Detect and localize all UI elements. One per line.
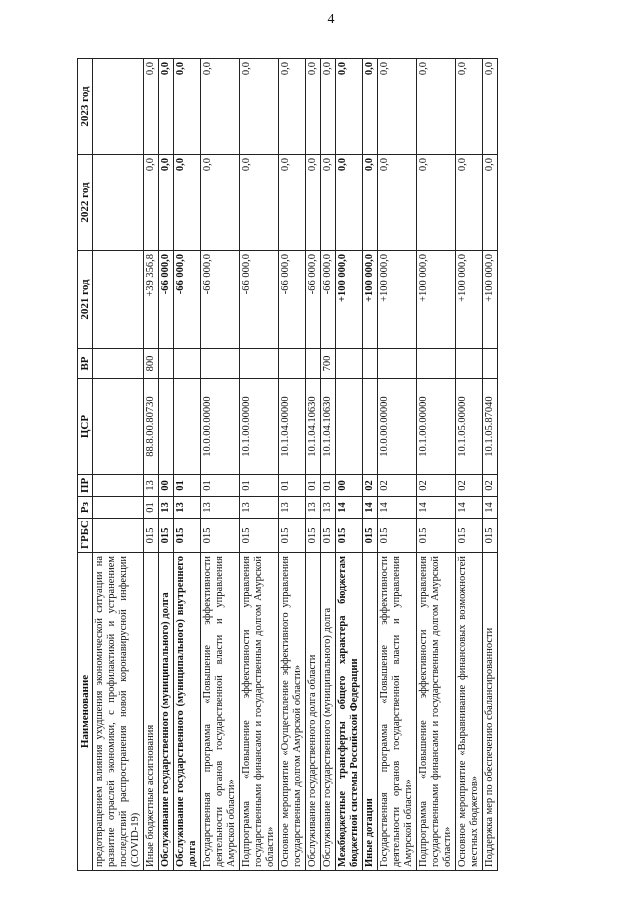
table-row xyxy=(279,59,306,871)
row-2021-cell: +39 356,8 xyxy=(144,251,159,349)
row-csr-cell: 10.1.00.00000 xyxy=(417,379,456,475)
row-pr-cell: 02 xyxy=(483,475,498,497)
row-rz-cell: 13 xyxy=(321,497,336,519)
row-csr-cell: 10.1.04.00000 xyxy=(279,379,306,475)
row-pr-cell: 00 xyxy=(159,475,174,497)
row-csr-cell xyxy=(363,379,378,475)
row-vr-cell xyxy=(174,349,201,379)
row-grbs-cell: 015 xyxy=(201,519,240,553)
row-2022-cell: 0,0 xyxy=(159,155,174,251)
row-pr-cell: 01 xyxy=(321,475,336,497)
budget-table-container xyxy=(77,59,582,871)
table-row xyxy=(417,59,456,871)
row-2023-cell: 0,0 xyxy=(240,59,279,155)
row-vr-cell xyxy=(378,349,417,379)
row-2022-cell: 0,0 xyxy=(201,155,240,251)
row-rz-cell: 13 xyxy=(201,497,240,519)
row-csr-cell xyxy=(174,379,201,475)
header-csr: ЦСР xyxy=(78,379,93,475)
row-rz-cell: 13 xyxy=(240,497,279,519)
row-2021-cell xyxy=(93,251,144,349)
row-vr-cell xyxy=(159,349,174,379)
header-pr: ПР xyxy=(78,475,93,497)
table-row xyxy=(336,59,363,871)
row-grbs-cell: 015 xyxy=(483,519,498,553)
row-vr-cell xyxy=(201,349,240,379)
row-vr-cell xyxy=(306,349,321,379)
page-number: 4 xyxy=(327,12,335,27)
row-vr-cell xyxy=(240,349,279,379)
row-grbs-cell: 015 xyxy=(240,519,279,553)
header-2023: 2023 год xyxy=(78,59,93,155)
table-row xyxy=(174,59,201,871)
table-row xyxy=(201,59,240,871)
row-2021-cell: -66 000,0 xyxy=(321,251,336,349)
row-name-cell: Основное мероприятие «Выравнивание финансовых возможностей местных бюджетов» xyxy=(456,553,483,871)
row-rz-cell: 13 xyxy=(279,497,306,519)
table-row xyxy=(306,59,321,871)
row-2023-cell: 0,0 xyxy=(174,59,201,155)
row-csr-cell: 10.1.05.00000 xyxy=(456,379,483,475)
table-row xyxy=(321,59,336,871)
row-2022-cell: 0,0 xyxy=(378,155,417,251)
row-name-cell: Государственная программа «Повышение эффективности деятельности органов государственной власти и управления Амурской области» xyxy=(201,553,240,871)
table-row xyxy=(159,59,174,871)
row-grbs-cell: 015 xyxy=(159,519,174,553)
row-2022-cell: 0,0 xyxy=(417,155,456,251)
row-name-cell: Поддержка мер по обеспечению сбалансированности xyxy=(483,553,498,871)
row-rz-cell: 13 xyxy=(174,497,201,519)
row-name-cell: Иные бюджетные ассигнования xyxy=(144,553,159,871)
row-grbs-cell: 015 xyxy=(417,519,456,553)
header-name: Наименование xyxy=(78,553,93,871)
row-rz-cell: 14 xyxy=(336,497,363,519)
row-grbs-cell: 015 xyxy=(306,519,321,553)
row-pr-cell: 02 xyxy=(363,475,378,497)
row-2022-cell: 0,0 xyxy=(321,155,336,251)
row-vr-cell xyxy=(483,349,498,379)
row-2021-cell: -66 000,0 xyxy=(174,251,201,349)
row-2021-cell: +100 000,0 xyxy=(336,251,363,349)
row-rz-cell: 14 xyxy=(456,497,483,519)
row-csr-cell xyxy=(93,379,144,475)
row-name-cell: Основное мероприятие «Осуществление эффективного управления государственным долгом Амурской области» xyxy=(279,553,306,871)
row-rz-cell: 01 xyxy=(144,497,159,519)
header-vr: ВР xyxy=(78,349,93,379)
row-rz-cell: 14 xyxy=(363,497,378,519)
row-csr-cell xyxy=(336,379,363,475)
table-row xyxy=(378,59,417,871)
row-grbs-cell: 015 xyxy=(336,519,363,553)
row-vr-cell xyxy=(417,349,456,379)
row-2022-cell: 0,0 xyxy=(240,155,279,251)
table-header-row xyxy=(78,59,93,871)
row-csr-cell: 88.8.00.80730 xyxy=(144,379,159,475)
row-csr-cell: 10.0.00.00000 xyxy=(378,379,417,475)
row-rz-cell: 14 xyxy=(483,497,498,519)
row-2023-cell: 0,0 xyxy=(279,59,306,155)
row-grbs-cell: 015 xyxy=(378,519,417,553)
row-2021-cell: -66 000,0 xyxy=(306,251,321,349)
table-row xyxy=(483,59,498,871)
row-2023-cell: 0,0 xyxy=(201,59,240,155)
row-2021-cell: +100 000,0 xyxy=(483,251,498,349)
row-2023-cell: 0,0 xyxy=(159,59,174,155)
row-2022-cell: 0,0 xyxy=(144,155,159,251)
row-2023-cell: 0,0 xyxy=(456,59,483,155)
row-pr-cell: 00 xyxy=(336,475,363,497)
row-2023-cell: 0,0 xyxy=(363,59,378,155)
row-csr-cell: 10.1.00.00000 xyxy=(240,379,279,475)
row-2021-cell: +100 000,0 xyxy=(417,251,456,349)
table-row xyxy=(240,59,279,871)
row-2023-cell: 0,0 xyxy=(144,59,159,155)
row-2023-cell: 0,0 xyxy=(483,59,498,155)
row-pr-cell: 02 xyxy=(456,475,483,497)
table-row xyxy=(144,59,159,871)
row-csr-cell xyxy=(159,379,174,475)
table-row xyxy=(456,59,483,871)
row-2022-cell: 0,0 xyxy=(456,155,483,251)
row-2021-cell: -66 000,0 xyxy=(159,251,174,349)
row-name-cell: Иные дотации xyxy=(363,553,378,871)
row-vr-cell xyxy=(93,349,144,379)
row-vr-cell xyxy=(279,349,306,379)
row-pr-cell: 01 xyxy=(306,475,321,497)
row-2023-cell: 0,0 xyxy=(321,59,336,155)
row-2023-cell: 0,0 xyxy=(306,59,321,155)
row-vr-cell xyxy=(456,349,483,379)
row-2023-cell: 0,0 xyxy=(417,59,456,155)
row-csr-cell: 10.1.04.10630 xyxy=(306,379,321,475)
row-2021-cell: -66 000,0 xyxy=(201,251,240,349)
row-name-cell: Государственная программа «Повышение эффективности деятельности органов государственной власти и управления Амурской области» xyxy=(378,553,417,871)
table-row xyxy=(93,59,144,871)
row-name-cell: Межбюджетные трансферты общего характера бюджетам бюджетной системы Российской Федерации xyxy=(336,553,363,871)
row-2022-cell: 0,0 xyxy=(336,155,363,251)
row-csr-cell: 10.1.05.87040 xyxy=(483,379,498,475)
row-grbs-cell: 015 xyxy=(279,519,306,553)
row-grbs-cell: 015 xyxy=(363,519,378,553)
row-pr-cell: 01 xyxy=(174,475,201,497)
row-vr-cell: 700 xyxy=(321,349,336,379)
header-rz: Рз xyxy=(78,497,93,519)
row-pr-cell: 01 xyxy=(240,475,279,497)
row-rz-cell: 13 xyxy=(306,497,321,519)
row-vr-cell xyxy=(336,349,363,379)
row-pr-cell: 01 xyxy=(201,475,240,497)
row-vr-cell: 800 xyxy=(144,349,159,379)
row-2021-cell: -66 000,0 xyxy=(279,251,306,349)
row-csr-cell: 10.1.04.10630 xyxy=(321,379,336,475)
row-2021-cell: +100 000,0 xyxy=(378,251,417,349)
row-name-cell: Обслуживание государственного (муниципального) внутреннего долга xyxy=(174,553,201,871)
row-name-cell: Обслуживание государственного (муниципального) долга xyxy=(321,553,336,871)
row-pr-cell: 01 xyxy=(279,475,306,497)
row-name-cell: Подпрограмма «Повышение эффективности управления государственными финансами и государственным долгом Амурской области» xyxy=(240,553,279,871)
row-2023-cell: 0,0 xyxy=(336,59,363,155)
budget-table xyxy=(77,58,498,871)
header-2021: 2021 год xyxy=(78,251,93,349)
row-rz-cell: 13 xyxy=(159,497,174,519)
row-vr-cell xyxy=(363,349,378,379)
row-pr-cell xyxy=(93,475,144,497)
row-2021-cell: +100 000,0 xyxy=(456,251,483,349)
row-2023-cell xyxy=(93,59,144,155)
row-2022-cell: 0,0 xyxy=(306,155,321,251)
row-pr-cell: 02 xyxy=(378,475,417,497)
row-2022-cell: 0,0 xyxy=(279,155,306,251)
row-grbs-cell: 015 xyxy=(174,519,201,553)
row-rz-cell: 14 xyxy=(417,497,456,519)
row-rz-cell: 14 xyxy=(378,497,417,519)
row-grbs-cell: 015 xyxy=(321,519,336,553)
row-2021-cell: -66 000,0 xyxy=(240,251,279,349)
table-body xyxy=(93,59,498,871)
table-row xyxy=(363,59,378,871)
row-2022-cell: 0,0 xyxy=(363,155,378,251)
row-2023-cell: 0,0 xyxy=(378,59,417,155)
row-grbs-cell: 015 xyxy=(456,519,483,553)
row-2021-cell: +100 000,0 xyxy=(363,251,378,349)
row-name-cell: предотвращением влияния ухудшения экономической ситуации на развитие отраслей экономики, с профилактикой и устранением последствий распространения новой коронавирусной инфекции (COVID-19) xyxy=(93,553,144,871)
row-2022-cell: 0,0 xyxy=(174,155,201,251)
row-2022-cell xyxy=(93,155,144,251)
row-pr-cell: 02 xyxy=(417,475,456,497)
row-grbs-cell: 015 xyxy=(144,519,159,553)
row-2022-cell: 0,0 xyxy=(483,155,498,251)
header-grbs: ГРБС xyxy=(78,519,93,553)
row-name-cell: Обслуживание государственного долга области xyxy=(306,553,321,871)
header-2022: 2022 год xyxy=(78,155,93,251)
row-pr-cell: 13 xyxy=(144,475,159,497)
row-csr-cell: 10.0.00.00000 xyxy=(201,379,240,475)
row-name-cell: Обслуживание государственного (муниципального) долга xyxy=(159,553,174,871)
row-rz-cell xyxy=(93,497,144,519)
row-grbs-cell xyxy=(93,519,144,553)
row-name-cell: Подпрограмма «Повышение эффективности управления государственными финансами и государственным долгом Амурской области» xyxy=(417,553,456,871)
